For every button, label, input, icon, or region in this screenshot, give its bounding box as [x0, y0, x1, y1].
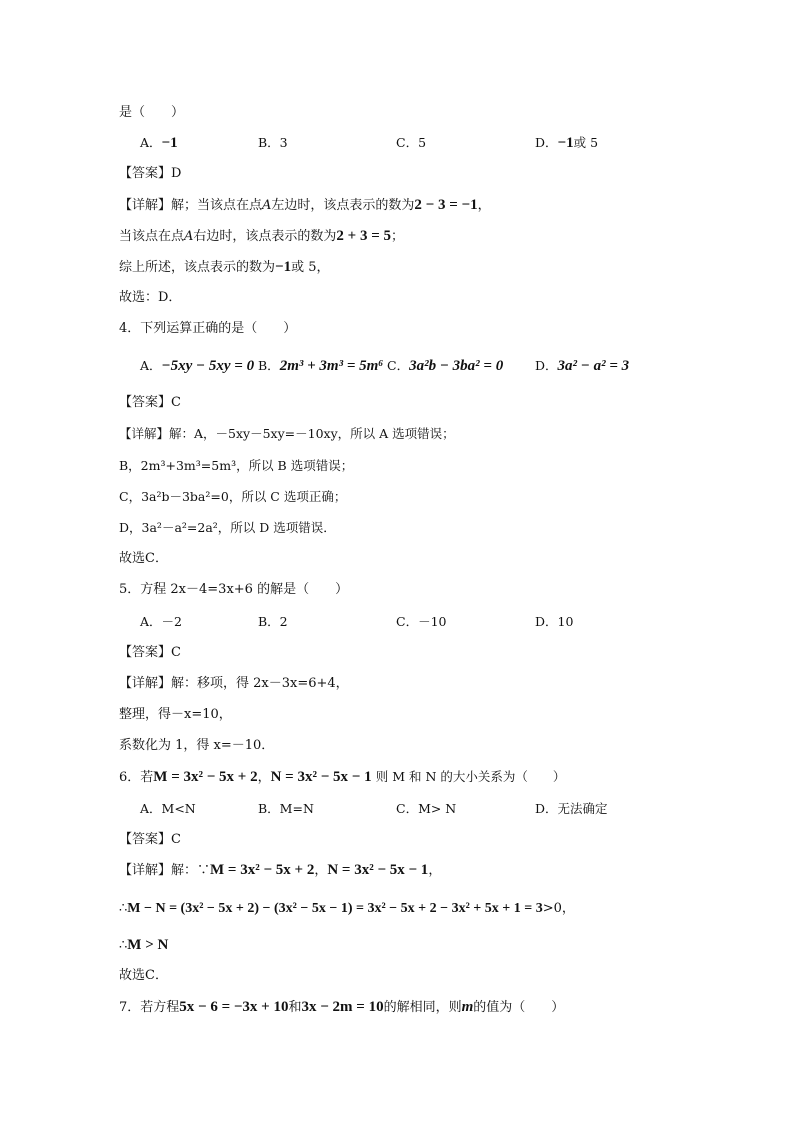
q5-option-b: B．2 [258, 614, 288, 629]
q5-stem: 5．方程 2x－4=3x+6 的解是（ ） [119, 582, 349, 597]
q5-detail-1: 【详解】解：移项，得 2x－3x=6+4， [119, 676, 349, 691]
q4-answer: 【答案】C [119, 395, 181, 410]
q5-option-c: C．－10 [396, 614, 447, 629]
q3-option-d: D．−1或 5 [535, 135, 599, 151]
q5-option-d: D．10 [535, 614, 574, 629]
q6-option-a: A．M<N [140, 801, 196, 816]
q3-option-a: A．−1 [140, 135, 178, 151]
q3-answer: 【答案】D [119, 166, 182, 181]
q6-option-d: D．无法确定 [535, 801, 608, 816]
q6-detail-3: ∴M > N [119, 937, 169, 953]
q6-detail-2: ∴M − N = (3x² − 5x + 2) − (3x² − 5x − 1) = 3x² − 5x + 2 − 3x² + 5x + 1 = 3>0， [119, 901, 575, 916]
q4-option-d: D．3a² − a² = 3 [535, 358, 630, 374]
q4-detail-1: 【详解】解：A，－5xy－5xy=－10xy，所以 A 选项错误； [119, 426, 455, 441]
q3-stem-tail: 是（ ） [119, 105, 185, 120]
q6-answer: 【答案】C [119, 832, 181, 847]
q5-answer: 【答案】C [119, 645, 181, 660]
q4-conclusion: 故选C． [119, 551, 168, 566]
q4-stem: 4．下列运算正确的是（ ） [119, 321, 297, 336]
q5-detail-3: 系数化为 1，得 x=－10． [119, 738, 275, 753]
q4-detail-2: B，2m³+3m³=5m³，所以 B 选项错误； [119, 458, 354, 473]
q3-detail-3: 综上所述，该点表示的数为−1或 5， [119, 259, 330, 275]
q6-option-c: C．M> N [396, 801, 457, 816]
q5-option-a: A．－2 [140, 614, 182, 629]
q7-stem: 7．若方程5x − 6 = −3x + 10和3x − 2m = 10的解相同，则m的值为（ ） [119, 999, 565, 1015]
q3-detail-1: 【详解】解；当该点在点A左边时，该点表示的数为2 − 3 = −1， [119, 197, 491, 213]
q4-detail-3: C，3a²b－3ba²=0，所以 C 选项正确； [119, 489, 347, 504]
q4-detail-4: D，3a²－a²=2a²，所以 D 选项错误． [119, 520, 336, 535]
q6-stem: 6．若M = 3x² − 5x + 2，N = 3x² − 5x − 1 则 M 和 N 的大小关系为（ ） [119, 769, 566, 785]
q6-detail-1: 【详解】解：∵M = 3x² − 5x + 2，N = 3x² − 5x − 1， [119, 862, 442, 878]
q4-option-c: C．3a²b − 3ba² = 0 [387, 358, 504, 374]
q3-option-c: C．5 [396, 135, 427, 150]
q6-conclusion: 故选C． [119, 968, 168, 983]
q5-detail-2: 整理，得－x=10， [119, 707, 232, 722]
q4-option-a: A．−5xy − 5xy = 0 [140, 358, 255, 374]
q3-conclusion: 故选：D． [119, 290, 182, 305]
q3-detail-2: 当该点在点A右边时，该点表示的数为2 + 3 = 5； [119, 228, 405, 244]
q4-option-b: B．2m³ + 3m³ = 5m⁶ [258, 358, 384, 374]
q3-option-b: B．3 [258, 135, 288, 150]
q6-option-b: B．M=N [258, 801, 314, 816]
